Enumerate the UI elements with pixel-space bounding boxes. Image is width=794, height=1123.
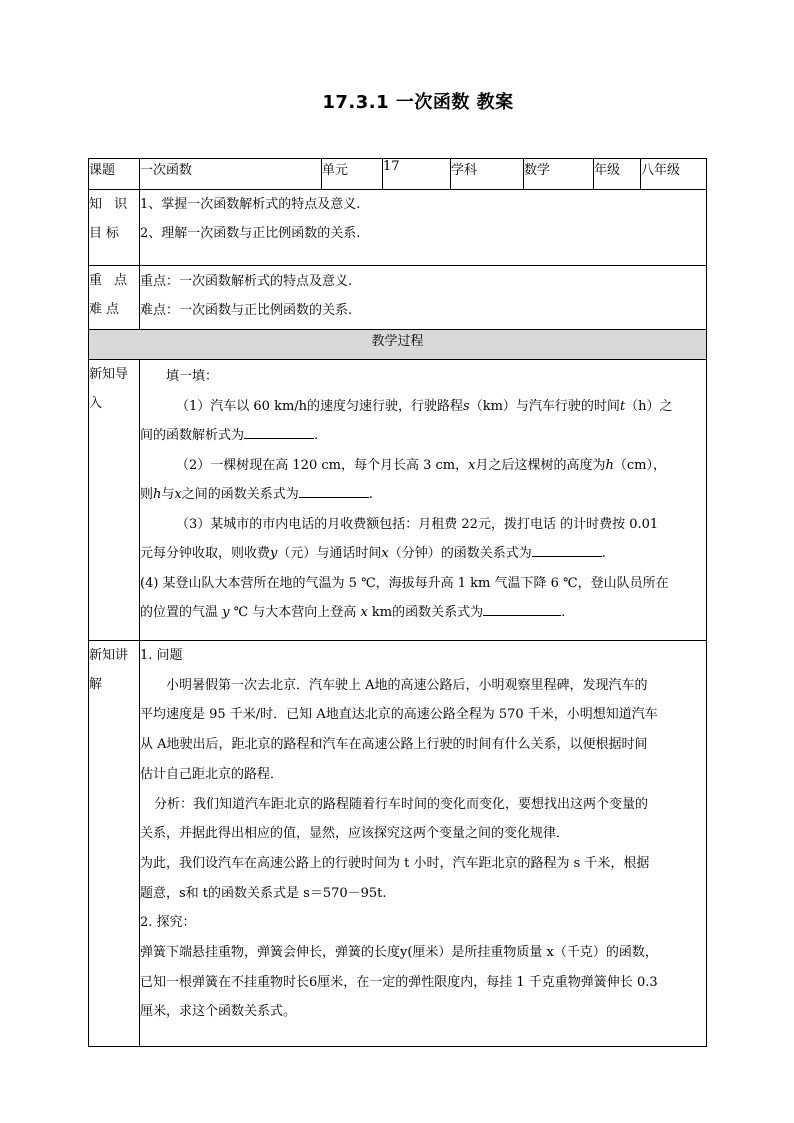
explain-line: 估计自己距北京的路程． [140, 766, 284, 782]
explain-line: 厘米，求这个函数关系式。 [140, 1004, 297, 1020]
keypoints-label: 重 点 难点 [89, 266, 140, 330]
explain-line: 为此，我们设汽车在高速公路上的行驶时间为 t 小时，汽车距北京的路程为 s 千米，根据 [140, 855, 650, 871]
question-4-cont: 的位置的气温 y ℃ 与大本营向上登高 x km的函数关系式为 . [140, 598, 706, 628]
process-band [89, 330, 707, 360]
intro-row [89, 360, 707, 641]
subject-value: 数学 [524, 159, 594, 190]
knowledge-item: 2、理解一次函数与正比例函数的关系. [140, 226, 361, 241]
document-title: 17.3.1 一次函数 教案 [322, 92, 514, 113]
explain-line: 弹簧下端悬挂重物，弹簧会伸长，弹簧的长度y(厘米）是所挂重物质量 x（千克）的函数， [140, 945, 658, 961]
unit-label: 单元 [322, 159, 383, 190]
explain-line: 1. 问题 [140, 648, 183, 663]
knowledge-row [89, 190, 707, 266]
knowledge-content [140, 190, 707, 266]
question-3: （3）某城市的市内电话的月收费额包括：月租费 22元，拨打电话 的计时费按 0.01 [176, 516, 659, 532]
question-1-cont: 间的函数解析式为 . [140, 421, 706, 451]
keypoints-content [140, 266, 707, 330]
explain-line: 2. 探究： [140, 915, 196, 931]
explain-label: 新知讲解 [89, 641, 140, 1047]
topic-label: 课题 [89, 159, 140, 190]
topic-value: 一次函数 [140, 159, 322, 190]
knowledge-item: 1、掌握一次函数解析式的特点及意义. [140, 197, 361, 212]
explain-line: 小明暑假第一次去北京．汽车驶上 A地的高速公路后，小明观察里程碑，发现汽车的 [166, 677, 648, 693]
explain-line: 从 A地驶出后，距北京的路程和汽车在高速公路上行驶的时间有什么关系，以便根据时间 [140, 737, 648, 753]
intro-content [140, 360, 707, 641]
explain-line: 已知一根弹簧在不挂重物时长6厘米，在一定的弹性限度内，每挂 1 千克重物弹簧伸长 0.3 [140, 974, 658, 990]
question-1: （1）汽车以 60 km/h的速度匀速行驶，行驶路程s（km）与汽车行驶的时间t（h）之 [176, 398, 673, 414]
question-3-cont: 元每分钟收取，则收费y（元）与通话时间x（分钟）的函数关系式为 . [140, 539, 706, 569]
keypoints-row [89, 266, 707, 330]
unit-value: 17 [383, 159, 451, 190]
answer-blank[interactable] [299, 483, 369, 498]
grade-label: 年级 [594, 159, 641, 190]
lesson-plan-table [88, 158, 707, 1047]
intro-heading: 填一填： [166, 369, 219, 384]
knowledge-label: 知 识 目标 [89, 190, 140, 266]
keypoint-item: 难点：一次函数与正比例函数的关系. [140, 303, 353, 318]
header-row [89, 159, 707, 190]
subject-label: 学科 [451, 159, 524, 190]
explain-line: 分析：我们知道汽车距北京的路程随着行车时间的变化而变化，要想找出这两个变量的 [154, 796, 649, 812]
explain-content [140, 641, 707, 1047]
grade-value: 八年级 [641, 159, 707, 190]
answer-blank[interactable] [483, 601, 561, 616]
explain-line: 平均速度是 95 千米/时．已知 A地直达北京的高速公路全程为 570 千米，小明想知道汽车 [140, 707, 658, 723]
question-4: (4) 某登山队大本营所在地的气温为 5 ℃，海拔每升高 1 km 气温下降 6 ℃，登山队员所在 [140, 575, 669, 591]
explain-line: 题意，s和 t的函数关系式是 s＝570－95t. [140, 885, 387, 901]
answer-blank[interactable] [244, 424, 314, 439]
question-2: （2）一棵树现在高 120 cm，每个月长高 3 cm，x月之后这棵树的高度为h（cm）， [176, 457, 666, 473]
explain-row [89, 641, 707, 1047]
intro-label: 新知导入 [89, 360, 140, 641]
keypoint-item: 重点：一次函数解析式的特点及意义. [140, 274, 353, 289]
process-title: 教学过程 [89, 330, 707, 360]
question-2-cont: 则h与x之间的函数关系式为 . [140, 480, 706, 510]
explain-line: 关系，并据此得出相应的值，显然，应该探究这两个变量之间的变化规律． [140, 826, 570, 842]
answer-blank[interactable] [532, 542, 602, 557]
